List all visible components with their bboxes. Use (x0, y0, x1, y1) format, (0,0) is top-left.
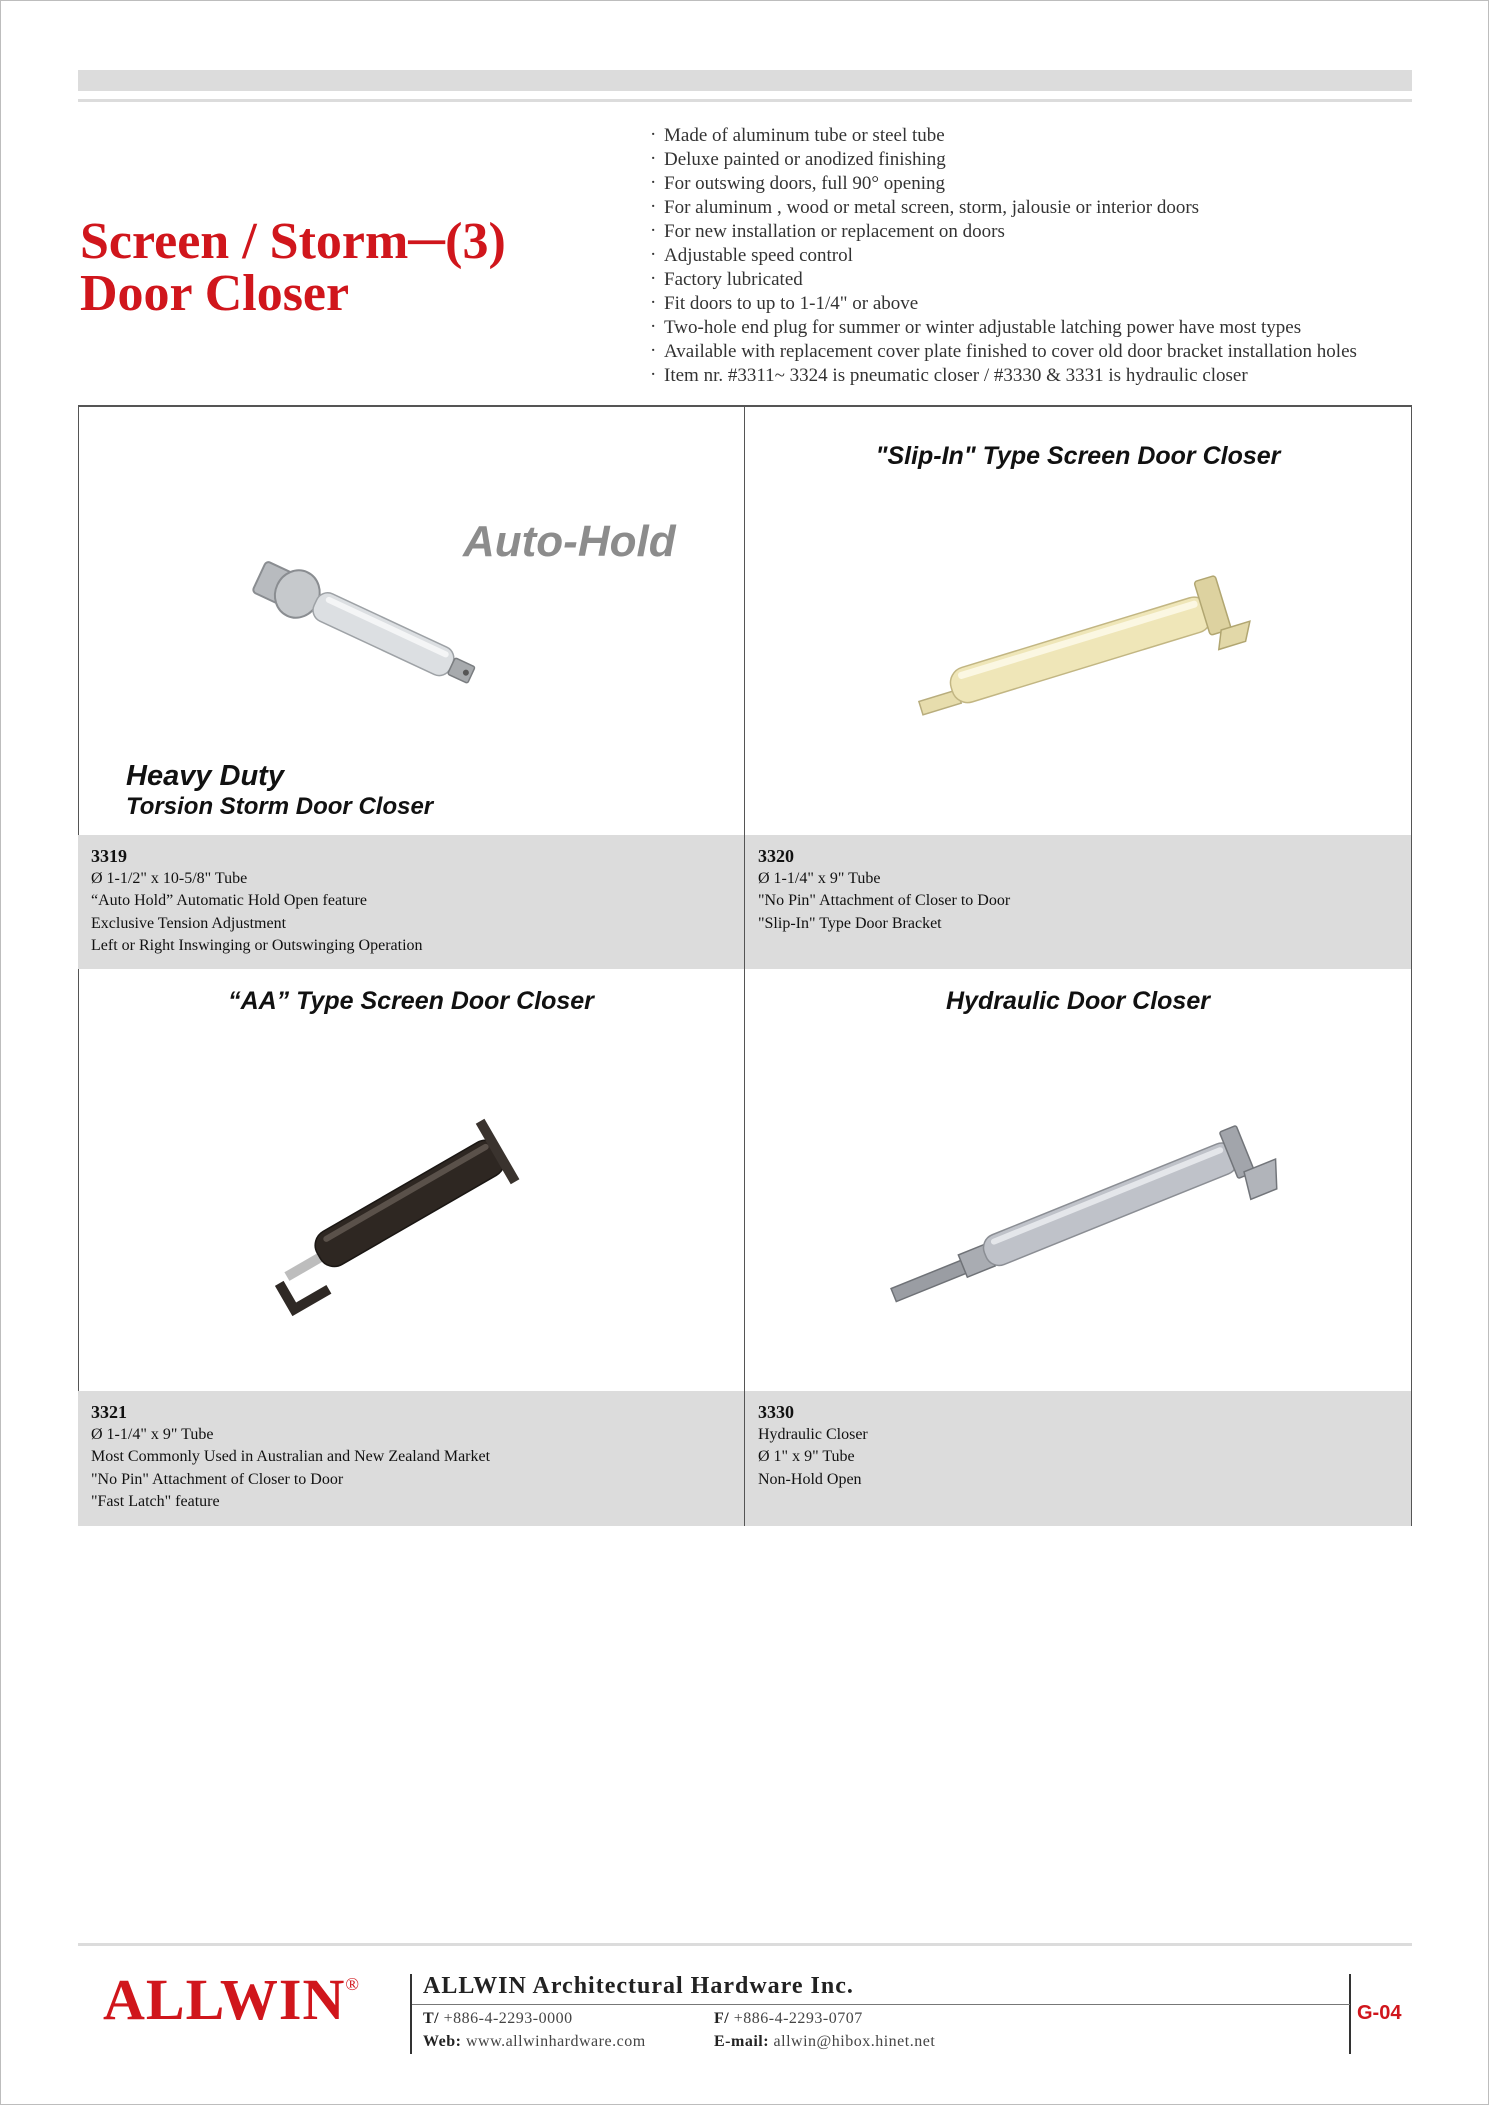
brand-name: ALLWIN (103, 1967, 346, 2032)
spec-line: "No Pin" Attachment of Closer to Door (91, 1470, 344, 1488)
product-image-3321 (238, 1099, 558, 1319)
allwin-logo (103, 1966, 360, 2033)
spec-line: Hydraulic Closer (758, 1425, 868, 1443)
item-number: 3320 (758, 846, 794, 866)
caption-heavy-duty: Heavy Duty (126, 760, 284, 792)
item-number: 3319 (91, 846, 127, 866)
feature-item: · Available with replacement cover plate finished to cover old door bracket installation holes (648, 340, 1357, 364)
product-grid (78, 405, 1412, 1526)
web-label: Web: (423, 2033, 462, 2050)
spec-line: "Fast Latch" feature (91, 1493, 220, 1510)
title-line-1: Screen / Storm─(3) (80, 213, 506, 270)
title-line-2: Door Closer (80, 265, 350, 322)
spec-line: Most Commonly Used in Australian and New Zealand Market (91, 1448, 491, 1465)
footer-web (423, 2033, 646, 2051)
page-title (80, 213, 506, 322)
feature-item: · Deluxe painted or anodized finishing (648, 148, 1357, 172)
product-image-3330 (870, 1114, 1290, 1304)
phone-label: T/ (423, 2010, 440, 2027)
company-name: ALLWIN Architectural Hardware Inc. (423, 1973, 854, 1999)
product-image-3319 (238, 552, 498, 702)
footer-right-rule (1349, 1974, 1351, 2054)
product-image-3320 (890, 572, 1270, 722)
registered-mark: ® (345, 1974, 361, 1994)
feature-item: · Factory lubricated (648, 268, 1357, 292)
spec-line: Ø 1-1/4" x 9" Tube (91, 1425, 214, 1443)
item-number: 3330 (758, 1402, 794, 1422)
email-label: E-mail: (714, 2033, 770, 2050)
page-number: G-04 (1357, 2002, 1402, 2024)
feature-item: · Adjustable speed control (648, 244, 1357, 268)
spec-block-3321 (78, 1391, 744, 1526)
footer-phone (423, 2010, 573, 2028)
product-cell-3321 (78, 969, 744, 1391)
spec-block-3330 (745, 1391, 1411, 1526)
footer-fax (714, 2010, 863, 2028)
feature-item: · For new installation or replacement on doors (648, 220, 1357, 244)
spec-block-3320 (745, 835, 1411, 969)
spec-line: Left or Right Inswinging or Outswinging Operation (91, 937, 423, 954)
caption-torsion: Torsion Storm Door Closer (126, 793, 434, 820)
web-link[interactable]: www.allwinhardware.com (465, 2033, 646, 2050)
spec-line: Exclusive Tension Adjustment (91, 914, 287, 932)
footer-divider (78, 1943, 1412, 1946)
feature-item: · Two-hole end plug for summer or winter adjustable latching power have most types (648, 316, 1357, 340)
product-cell-3320 (745, 407, 1411, 835)
feature-item: · For outswing doors, full 90° opening (648, 172, 1357, 196)
feature-item: · Item nr. #3311~ 3324 is pneumatic closer / #3330 & 3331 is hydraulic closer (648, 364, 1357, 388)
spec-line: "No Pin" Attachment of Closer to Door (758, 892, 1011, 909)
email-link[interactable]: allwin@hibox.hinet.net (773, 2033, 936, 2050)
spec-line: Non-Hold Open (758, 1470, 862, 1488)
spec-line: Ø 1-1/2" x 10-5/8" Tube (91, 869, 248, 887)
fax-label: F/ (714, 2010, 730, 2027)
fax-value: +886-4-2293-0707 (733, 2010, 863, 2027)
product-cell-3330 (745, 969, 1411, 1391)
spec-line: Ø 1" x 9" Tube (758, 1448, 855, 1465)
spec-line: "Slip-In" Type Door Bracket (758, 914, 942, 932)
footer-email (714, 2033, 935, 2051)
spec-block-3319 (78, 835, 744, 969)
item-number: 3321 (91, 1402, 127, 1422)
footer-underline (412, 2004, 1350, 2005)
product-caption-3319 (126, 760, 433, 822)
feature-item: · Made of aluminum tube or steel tube (648, 124, 1357, 148)
spec-line: “Auto Hold” Automatic Hold Open feature (91, 892, 367, 909)
product-heading: "Slip-In" Type Screen Door Closer (875, 442, 1281, 470)
feature-item: · Fit doors to up to 1-1/4" or above (648, 292, 1357, 316)
product-cell-3319 (78, 407, 744, 835)
top-band (78, 70, 1412, 91)
grid-right-border (1411, 407, 1412, 1526)
footer-left-rule (410, 1974, 412, 2054)
auto-hold-label: Auto-Hold (463, 517, 676, 566)
product-heading: “AA” Type Screen Door Closer (228, 987, 594, 1015)
product-heading: Hydraulic Door Closer (946, 987, 1210, 1015)
top-divider (78, 99, 1412, 102)
feature-list (648, 124, 1357, 388)
spec-line: Ø 1-1/4" x 9" Tube (758, 869, 881, 887)
feature-item: · For aluminum , wood or metal screen, storm, jalousie or interior doors (648, 196, 1357, 220)
phone-value: +886-4-2293-0000 (443, 2010, 573, 2027)
